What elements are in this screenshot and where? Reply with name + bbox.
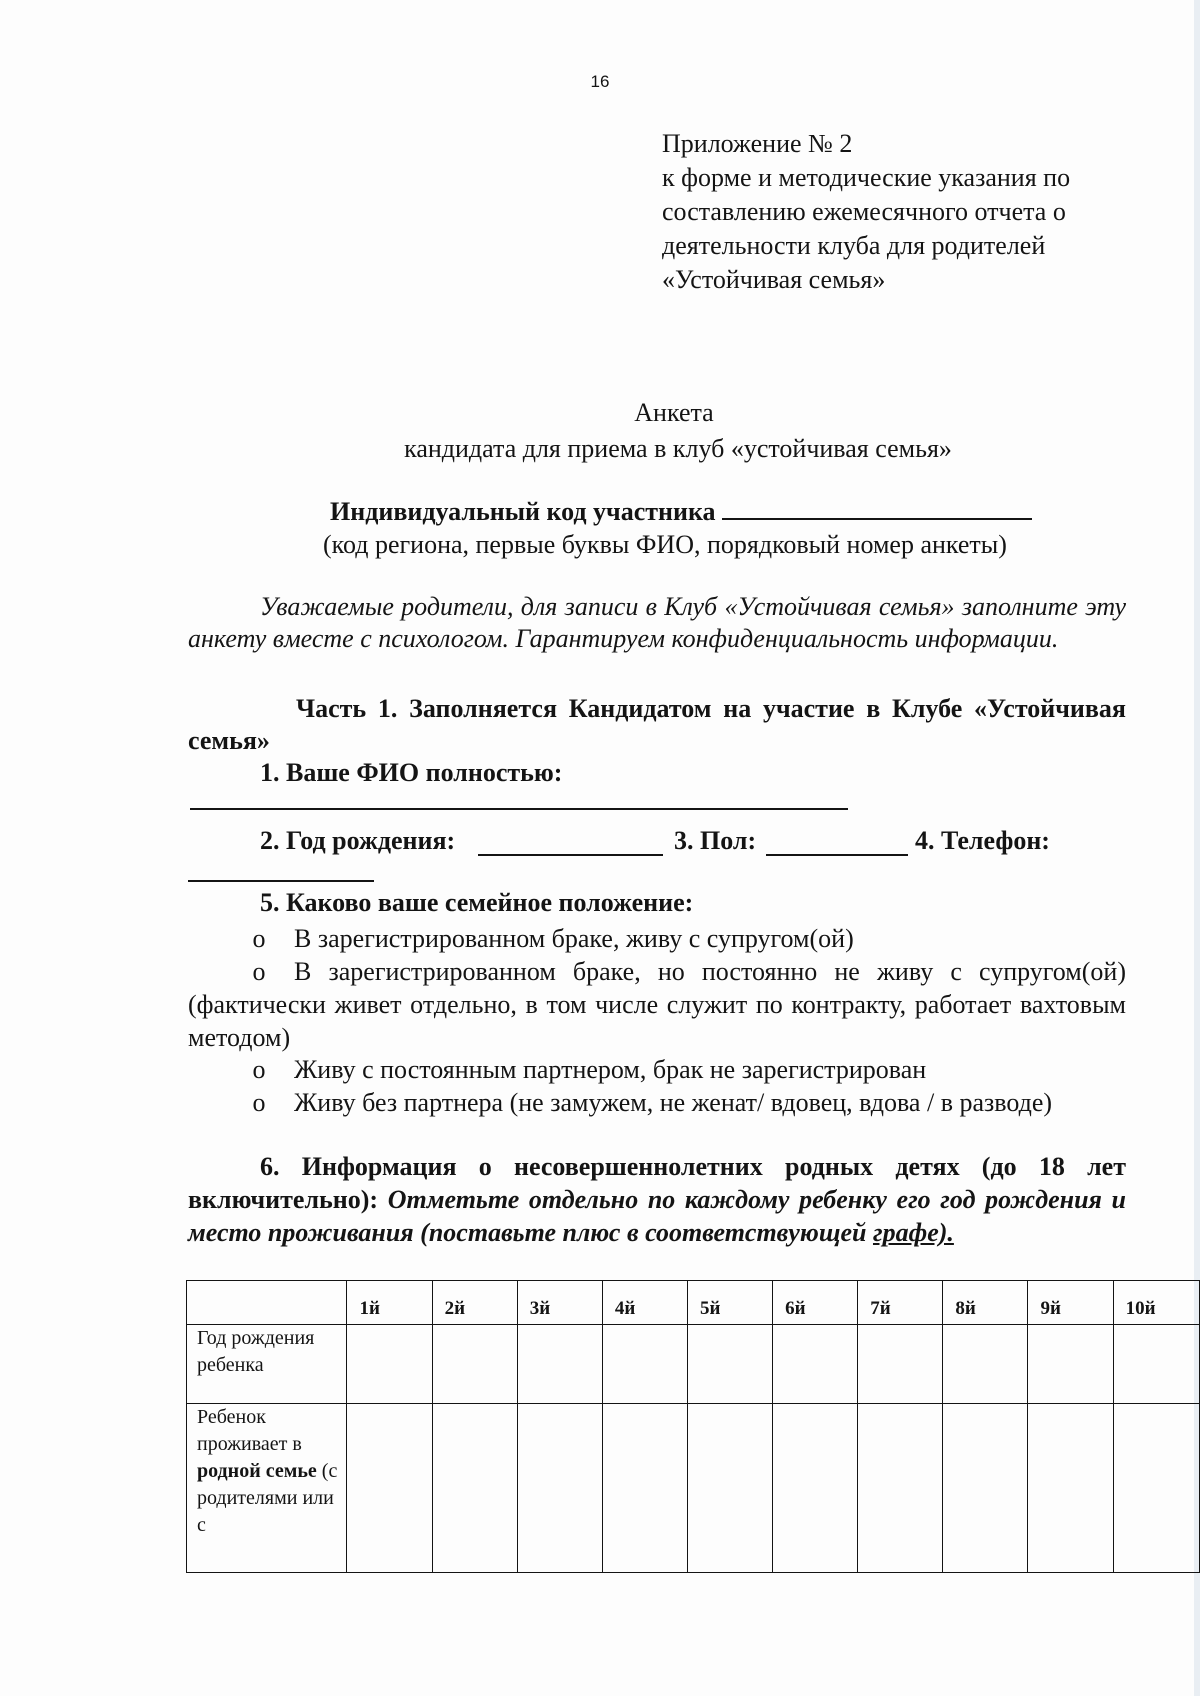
- column-header: 2й: [432, 1281, 517, 1325]
- column-header: 9й: [1028, 1281, 1113, 1325]
- table-cell[interactable]: [347, 1404, 432, 1573]
- gender-field[interactable]: [766, 854, 908, 856]
- marital-option-label: В зарегистрированном браке, живу с супругом(ой): [294, 924, 854, 953]
- question-gender: 3. Пол:: [674, 826, 757, 855]
- question-children-info: [188, 1150, 1126, 1249]
- question-children-instruction-end: графе).: [872, 1218, 954, 1247]
- intro-paragraph: Уважаемые родители, для записи в Клуб «Устойчивая семья» заполните эту анкету вместе с психологом. Гарантируем конфиденциальность информации.: [188, 592, 1126, 653]
- participant-code: [330, 494, 1032, 527]
- question-children-instruction: Отметьте отдельно по каждому ребенку его год рождения и место проживания (поставьте плюс в соответствующей: [188, 1185, 1126, 1247]
- table-corner-cell: [187, 1281, 347, 1325]
- part1-heading: Часть 1. Заполняется Кандидатом на участие в Клубе «Устойчивая семья»: [188, 694, 1126, 755]
- participant-code-label: Индивидуальный код участника: [330, 497, 716, 526]
- table-cell[interactable]: [1113, 1404, 1199, 1573]
- column-header: 8й: [943, 1281, 1028, 1325]
- table-cell[interactable]: [432, 1325, 517, 1404]
- title-line-2: кандидата для приема в клуб «устойчивая семья»: [404, 434, 952, 463]
- table-cell[interactable]: [773, 1325, 858, 1404]
- column-header: 1й: [347, 1281, 432, 1325]
- radio-circle-icon: o: [252, 1088, 266, 1117]
- question-marital-status: 5. Каково ваше семейное положение:: [260, 888, 694, 917]
- column-header: 5й: [687, 1281, 772, 1325]
- table-cell[interactable]: [687, 1404, 772, 1573]
- table-cell[interactable]: [943, 1325, 1028, 1404]
- form-title: [0, 395, 1200, 467]
- row-label-residence: [187, 1404, 347, 1573]
- appendix-line: «Устойчивая семья»: [662, 265, 886, 294]
- row-label-text: Ребенок проживает в: [197, 1406, 302, 1455]
- participant-code-hint: (код региона, первые буквы ФИО, порядковый номер анкеты): [323, 530, 1007, 559]
- column-header: 4й: [602, 1281, 687, 1325]
- full-name-field[interactable]: [190, 808, 848, 810]
- column-header: 6й: [773, 1281, 858, 1325]
- page-number: 16: [590, 72, 610, 91]
- row-label-emphasis: родной семье: [197, 1460, 317, 1482]
- table-row: [187, 1404, 1200, 1573]
- table-cell[interactable]: [347, 1325, 432, 1404]
- appendix-line: Приложение № 2: [662, 129, 853, 158]
- column-header: 7й: [858, 1281, 943, 1325]
- table-cell[interactable]: [858, 1404, 943, 1573]
- table-cell[interactable]: [602, 1325, 687, 1404]
- question-phone: 4. Телефон:: [915, 826, 1050, 855]
- row-label-text: (с родителями или с: [197, 1460, 338, 1536]
- participant-code-field[interactable]: [722, 494, 1032, 520]
- birth-year-field[interactable]: [478, 854, 663, 856]
- marital-option[interactable]: [188, 1053, 1126, 1086]
- table-cell[interactable]: [858, 1325, 943, 1404]
- appendix-line: деятельности клуба для родителей: [662, 231, 1046, 260]
- table-cell[interactable]: [1028, 1404, 1113, 1573]
- phone-field[interactable]: [188, 880, 374, 882]
- title-line-1: Анкета: [634, 398, 714, 427]
- appendix-header: [662, 127, 1070, 297]
- table-cell[interactable]: [943, 1404, 1028, 1573]
- radio-circle-icon: o: [252, 1055, 266, 1084]
- marital-option-label: Живу с постоянным партнером, брак не зарегистрирован: [294, 1055, 927, 1084]
- question-full-name: 1. Ваше ФИО полностью:: [260, 758, 563, 787]
- question-children-title: 6. Информация о несовершеннолетних родных детях (до 18 лет включительно):: [188, 1152, 1126, 1214]
- column-header: 3й: [517, 1281, 602, 1325]
- table-cell[interactable]: [517, 1325, 602, 1404]
- marital-option[interactable]: [188, 1086, 1126, 1119]
- table-cell[interactable]: [773, 1404, 858, 1573]
- marital-option[interactable]: [188, 922, 1126, 955]
- appendix-line: составлению ежемесячного отчета о: [662, 197, 1066, 226]
- table-cell[interactable]: [517, 1404, 602, 1573]
- table-row: [187, 1325, 1200, 1404]
- table-header-row: [187, 1281, 1200, 1325]
- appendix-line: к форме и методические указания по: [662, 163, 1071, 192]
- radio-circle-icon: o: [252, 957, 266, 986]
- children-table: [186, 1280, 1200, 1573]
- marital-option-label: Живу без партнера (не замужем, не женат/ вдовец, вдова / в разводе): [294, 1088, 1053, 1117]
- table-cell[interactable]: [1113, 1325, 1199, 1404]
- question-birth-year: 2. Год рождения:: [260, 826, 456, 855]
- radio-circle-icon: o: [252, 924, 266, 953]
- marital-option-label: В зарегистрированном браке, но постоянно не живу с супругом(ой) (фактически живет отдельно, в том числе служит по контракту, работает вахтовым методом): [188, 957, 1126, 1052]
- column-header: 10й: [1113, 1281, 1199, 1325]
- marital-option[interactable]: [188, 955, 1126, 1054]
- table-cell[interactable]: [687, 1325, 772, 1404]
- table-cell[interactable]: [602, 1404, 687, 1573]
- row-label-birth-year: Год рождения ребенка: [187, 1325, 347, 1404]
- table-cell[interactable]: [432, 1404, 517, 1573]
- table-cell[interactable]: [1028, 1325, 1113, 1404]
